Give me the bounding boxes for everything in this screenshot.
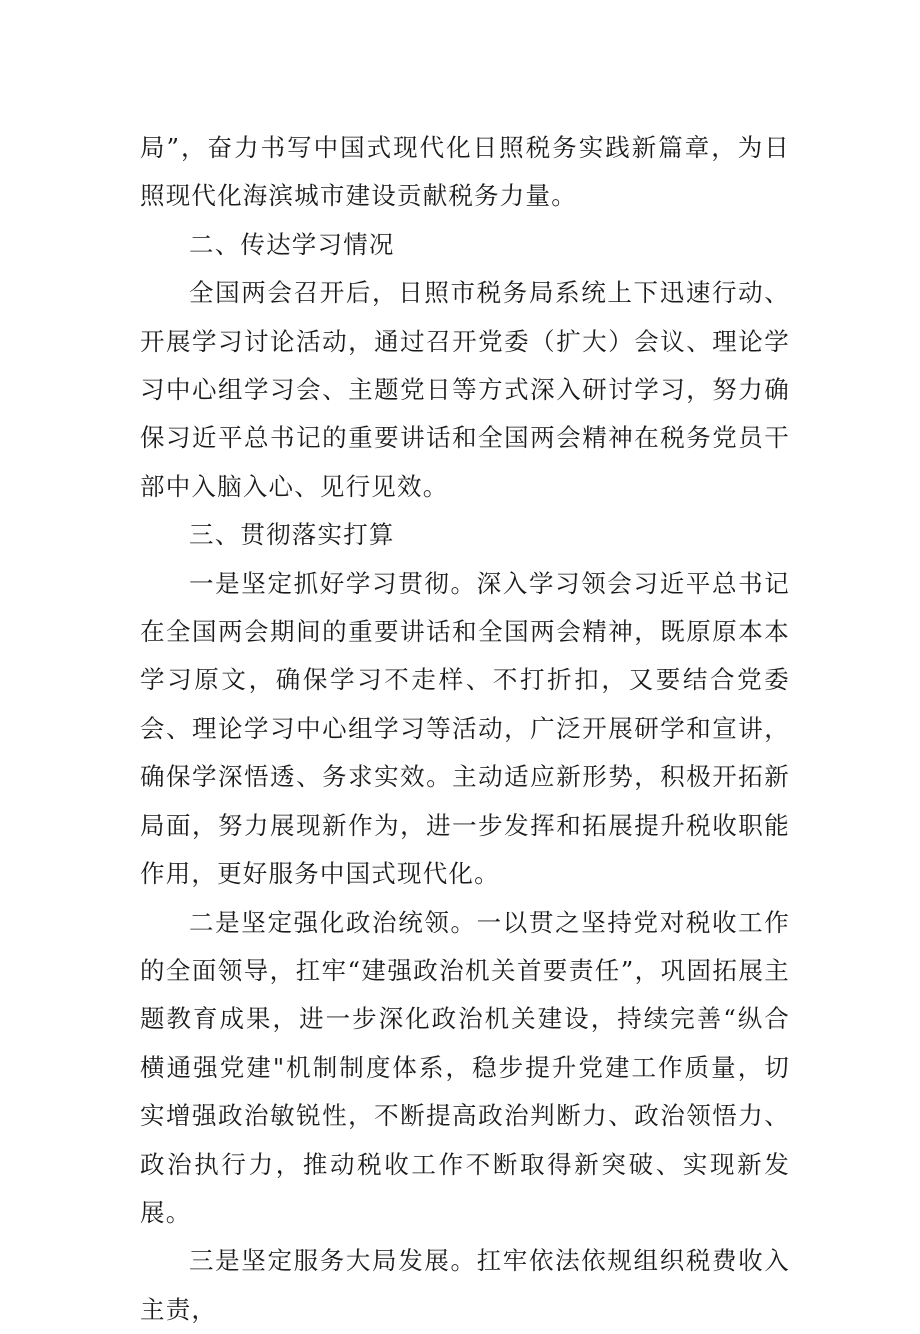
section-heading-2: 二、传达学习情况 [189, 229, 395, 259]
document-page [140, 124, 790, 1334]
section-heading-3: 三、贯彻落实打算 [189, 520, 395, 550]
paragraph-point-three: 三是坚定服务大局发展。扛牢依法依规组织税费收入主责， [140, 1246, 790, 1324]
paragraph-continuation: 局”，奋力书写中国式现代化日照税务实践新篇章，为日照现代化海滨城市建设贡献税务力量。 [140, 133, 790, 211]
paragraph-point-two: 二是坚定强化政治统领。一以贯之坚持党对税收工作的全面领导，扛牢“建强政治机关首要责任”，巩固拓展主题教育成果，进一步深化政治机关建设，持续完善“纵合横通强党建"机制制度体系，稳步提升党建工作质量，切实增强政治敏锐性，不断提高政治判断力、政治领悟力、政治执行力，推动税收工作不断取得新突破、实现新发展。 [140, 907, 790, 1227]
paragraph-point-one: 一是坚定抓好学习贯彻。深入学习领会习近平总书记在全国两会期间的重要讲话和全国两会精神，既原原本本学习原文，确保学习不走样、不打折扣，又要结合党委会、理论学习中心组学习等活动，广泛开展研学和宣讲，确保学深悟透、务求实效。主动适应新形势，积极开拓新局面，努力展现新作为，进一步发挥和拓展提升税收职能作用，更好服务中国式现代化。 [140, 568, 790, 889]
paragraph-study-status: 全国两会召开后，日照市税务局系统上下迅速行动、开展学习讨论活动，通过召开党委（扩大）会议、理论学习中心组学习会、主题党日等方式深入研讨学习，努力确保习近平总书记的重要讲话和全国两会精神在税务党员干部中入脑入心、见行见效。 [140, 278, 790, 501]
